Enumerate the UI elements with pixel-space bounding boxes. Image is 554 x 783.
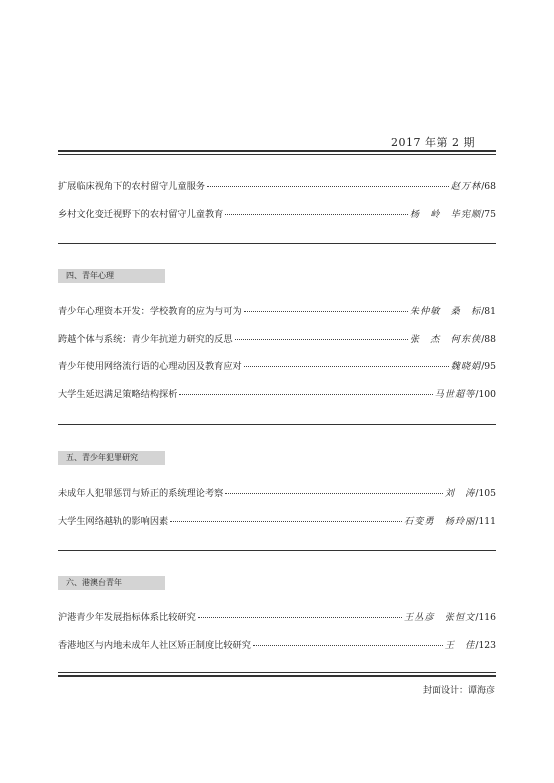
entry-title: 未成年人犯罪惩罚与矫正的系统理论考察 <box>58 488 224 499</box>
entry-title: 大学生网络越轨的影响因素 <box>58 516 169 527</box>
section-heading: 六、港澳台青年 <box>58 576 165 590</box>
entry-page: /88 <box>481 334 496 345</box>
entry-title: 沪港青少年发展指标体系比较研究 <box>58 612 196 623</box>
toc-entry[interactable] <box>58 358 496 372</box>
toc-entry[interactable] <box>58 485 496 499</box>
entry-author: 马世超等 <box>434 389 476 400</box>
entry-title: 乡村文化变迁视野下的农村留守儿童教育 <box>58 209 224 220</box>
entry-title: 香港地区与内地未成年人社区矫正制度比较研究 <box>58 640 251 651</box>
cover-designer-credit: 封面设计：谭海彦 <box>422 686 495 696</box>
entry-author: 朱仲敏 桑 标 <box>409 306 482 317</box>
entry-page: /81 <box>481 306 496 317</box>
section-divider <box>58 550 496 551</box>
entry-page: /123 <box>475 640 496 651</box>
leader-dots <box>244 311 408 312</box>
entry-title: 扩展临床视角下的农村留守儿童服务 <box>58 181 205 192</box>
leader-dots <box>198 617 402 618</box>
toc-entry[interactable] <box>58 206 496 220</box>
leader-dots <box>225 214 408 215</box>
entry-page: /75 <box>481 209 496 220</box>
leader-dots <box>253 645 443 646</box>
entry-author: 石变勇 杨玲丽 <box>404 516 476 527</box>
section-heading: 五、青少年犯罪研究 <box>58 451 165 465</box>
entry-title: 大学生延迟满足策略结构探析 <box>58 389 178 400</box>
entry-author: 杨 岭 毕宪顺 <box>409 209 482 220</box>
entry-author: 赵万林 <box>450 181 482 192</box>
bottom-double-rule <box>58 672 496 677</box>
toc-entry[interactable] <box>58 331 496 345</box>
section-heading: 四、青年心理 <box>58 269 165 283</box>
toc-entry[interactable] <box>58 609 496 623</box>
toc-entry[interactable] <box>58 637 496 651</box>
leader-dots <box>207 186 449 187</box>
leader-dots <box>170 521 402 522</box>
entry-page: /116 <box>475 612 496 623</box>
entry-page: /68 <box>481 181 496 192</box>
section-divider <box>58 424 496 425</box>
toc-entry[interactable] <box>58 513 496 527</box>
toc-entry[interactable] <box>58 178 496 192</box>
leader-dots <box>225 493 442 494</box>
toc-entry[interactable] <box>58 303 496 317</box>
leader-dots <box>235 339 408 340</box>
leader-dots <box>244 366 449 367</box>
issue-label: 2017 年第 2 期 <box>391 136 475 149</box>
entry-author: 刘 涛 <box>444 488 476 499</box>
toc-entry[interactable] <box>58 386 496 400</box>
entry-page: /100 <box>475 389 496 400</box>
entry-author: 张 杰 何东侠 <box>409 334 482 345</box>
top-double-rule <box>58 150 496 155</box>
entry-author: 王丛彦 张恒文 <box>404 612 476 623</box>
entry-title: 青少年使用网络流行语的心理动因及教育应对 <box>58 361 242 372</box>
section-divider <box>58 243 496 244</box>
entry-author: 魏晓娟 <box>450 361 482 372</box>
leader-dots <box>179 394 432 395</box>
entry-title: 青少年心理资本开发：学校教育的应为与可为 <box>58 306 242 317</box>
entry-page: /111 <box>475 516 496 527</box>
entry-title: 跨越个体与系统：青少年抗逆力研究的反思 <box>58 334 233 345</box>
entry-author: 王 佳 <box>444 640 476 651</box>
entry-page: /105 <box>475 488 496 499</box>
entry-page: /95 <box>481 361 496 372</box>
